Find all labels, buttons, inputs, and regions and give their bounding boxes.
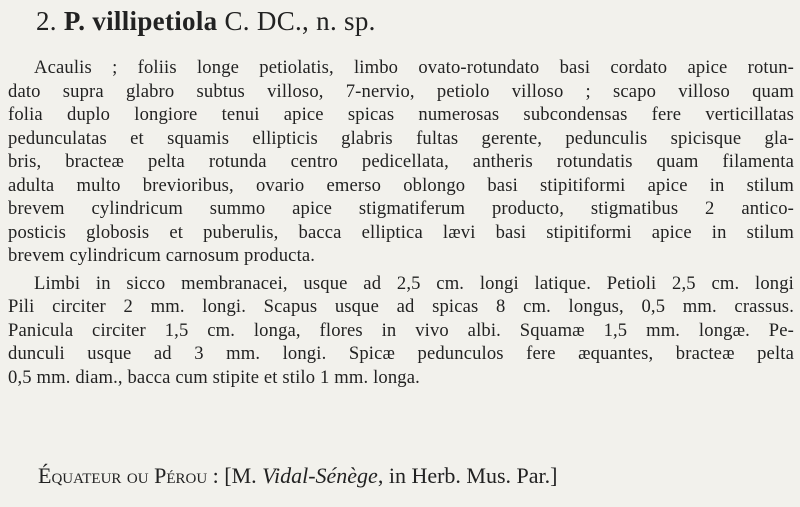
locality-collector: Vidal-Sénège [262,463,378,488]
description-block [8,56,794,389]
measurement-line: Panicula circiter 1,5 cm. longa, flores in vivo albi. Squamæ 1,5 mm. longæ. Pe- [8,319,794,341]
species-name: P. villipetiola [63,6,218,36]
description-line: adulta multo brevioribus, ovario emerso oblongo basi stipitiformi apice in stilum [8,174,794,196]
description-line: brevem cylindricum carnosum producta. [8,245,316,266]
description-line: bris, bracteæ pelta rotunda centro pedicellata, antheris rotundatis quam filamenta [8,151,794,172]
locality-herbarium: , in Herb. Mus. Par.] [377,463,558,488]
description-line: Acaulis ; foliis longe petiolatis, limbo ovato-rotundato basi cordato apice rotun- [34,57,794,78]
description-line: dato supra glabro subtus villoso, 7-nervio, petiolo villoso ; scapo villoso quam [8,80,794,102]
species-heading [36,6,376,37]
description-line: brevem cylindricum summo apice stigmatiferum producto, stigmatibus 2 antico- [8,198,794,219]
locality-separator: : [M. [207,463,263,488]
measurement-line: dunculi usque ad 3 mm. longi. Spicæ pedunculos fere æquantes, bracteæ pelta [8,343,794,364]
description-line: pedunculatas et squamis ellipticis glabris fultas gerente, pedunculis spicisque gla- [8,127,794,149]
description-line: folia duplo longiore tenui apice spicas numerosas subcondensas fere verticillatas [8,104,794,125]
measurement-line: Pili circiter 2 mm. longi. Scapus usque ad spicas 8 cm. longus, 0,5 mm. crassus. [8,296,794,317]
locality-region: Équateur ou Pérou [38,463,208,488]
measurement-line: 0,5 mm. diam., bacca cum stipite et stilo 1 mm. longa. [8,366,420,388]
measurement-line: Limbi in sicco membranacei, usque ad 2,5 cm. longi latique. Petioli 2,5 cm. longi [34,272,794,294]
species-author: C. DC., n. sp. [217,6,376,36]
description-line: posticis globosis et puberulis, bacca elliptica lævi basi stipitiformi apice in stilum [8,221,794,243]
locality-line [38,463,557,489]
species-number: 2. [36,6,57,36]
